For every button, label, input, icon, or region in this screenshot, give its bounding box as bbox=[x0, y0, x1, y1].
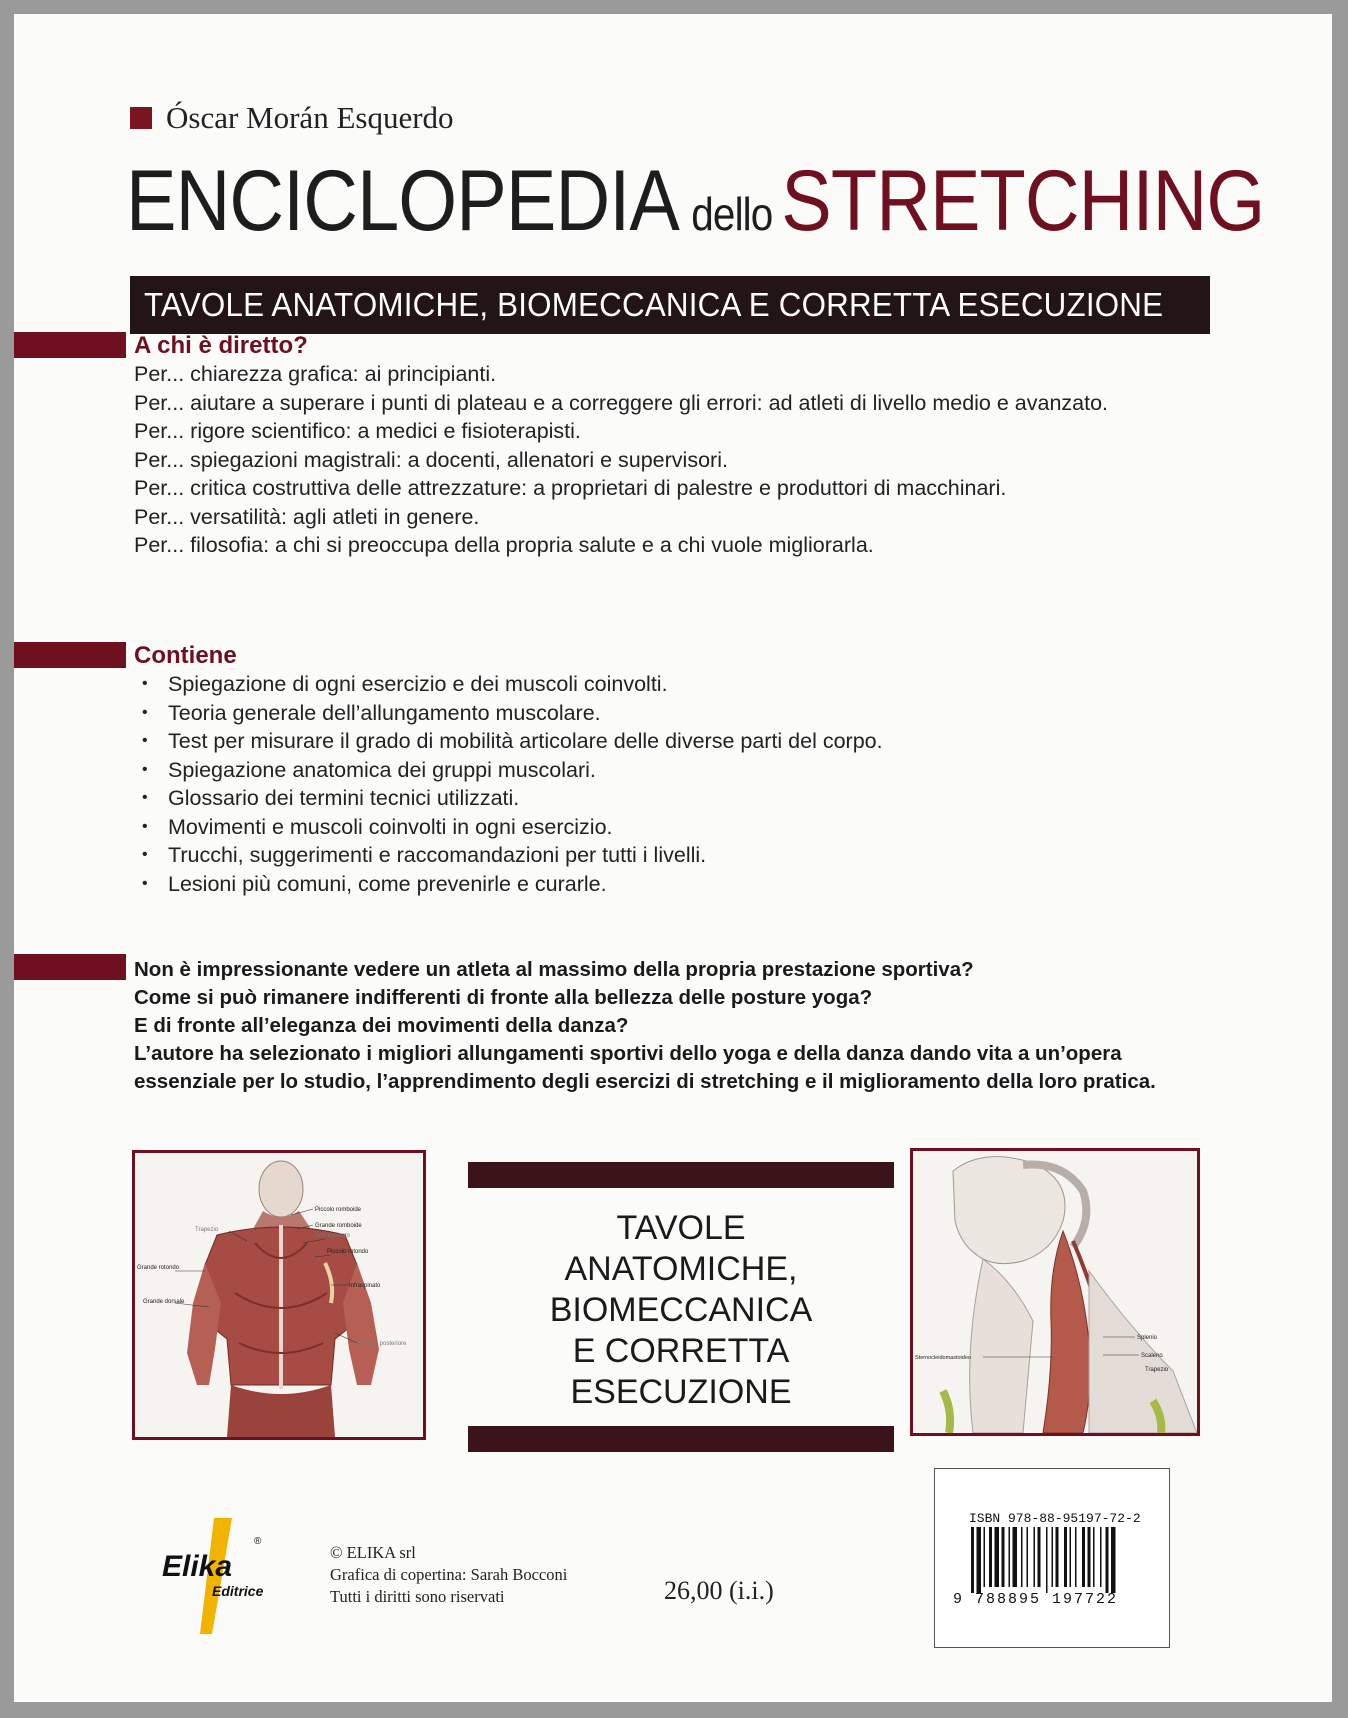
isbn-text: ISBN 978-88-95197-72-2 bbox=[969, 1511, 1141, 1526]
publisher-logo bbox=[156, 1514, 286, 1634]
plate-label: Piccolo rotondo bbox=[327, 1249, 369, 1255]
blurb-line: L’autore ha selezionato i migliori allungamenti sportivi dello yoga e della danza dando vita a un’opera bbox=[134, 1042, 1122, 1065]
blurb-line: essenziale per lo studio, l’apprendimento degli esercizi di stretching e il miglioramento della loro pratica. bbox=[134, 1070, 1156, 1093]
list-item: • Spiegazione di ogni esercizio e dei muscoli coinvolti. bbox=[134, 670, 883, 699]
center-text-line: BIOMECCANICA bbox=[549, 1291, 813, 1329]
list-item: • Trucchi, suggerimenti e raccomandazioni per tutti i livelli. bbox=[134, 841, 883, 870]
subtitle-bar bbox=[130, 276, 1210, 334]
barcode-bar bbox=[1093, 1527, 1095, 1587]
barcode-bar bbox=[1070, 1527, 1072, 1587]
section-marker-2 bbox=[14, 642, 126, 668]
barcode-bar bbox=[977, 1527, 982, 1593]
list-item: • Movimenti e muscoli coinvolti in ogni esercizio. bbox=[134, 813, 883, 842]
barcode-number: 9 788895 197722 bbox=[953, 1591, 1119, 1608]
center-bottom-bar bbox=[468, 1426, 894, 1452]
audience-line: Per... spiegazioni magistrali: a docenti, allenatori e supervisori. bbox=[134, 447, 728, 472]
list-item: • Teoria generale dell’allungamento muscolare. bbox=[134, 699, 883, 728]
barcode-bar bbox=[1106, 1527, 1109, 1593]
plate-label: Trapezio bbox=[1145, 1367, 1169, 1373]
audience-line: Per... critica costruttiva delle attrezzature: a proprietari di palestre e produttori di macchinari. bbox=[134, 476, 1007, 500]
barcode-bar bbox=[1082, 1527, 1085, 1587]
list-item: • Lesioni più comuni, come prevenirle e curarle. bbox=[134, 870, 883, 899]
center-text-line: TAVOLE bbox=[616, 1209, 746, 1247]
barcode-bar bbox=[1038, 1527, 1041, 1587]
plate-label: Grande dorsale bbox=[143, 1299, 185, 1305]
blurb-line: Non è impressionante vedere un atleta al massimo della propria prestazione sportiva? bbox=[134, 958, 974, 981]
logo-registered: ® bbox=[254, 1536, 262, 1547]
center-text-line: ANATOMICHE, bbox=[564, 1250, 798, 1288]
barcode-box bbox=[934, 1468, 1170, 1648]
barcode-bar bbox=[1064, 1527, 1067, 1587]
barcode-bar bbox=[1046, 1527, 1048, 1593]
list-item: • Spiegazione anatomica dei gruppi muscolari. bbox=[134, 756, 883, 785]
plate-label: Piccolo romboide bbox=[315, 1207, 362, 1213]
title-part-encyclopedia: ENCICLOPEDIA bbox=[126, 153, 679, 249]
plate-label: Infraspinato bbox=[349, 1283, 381, 1289]
center-text bbox=[468, 1208, 894, 1413]
barcode-bar bbox=[984, 1527, 986, 1587]
anatomy-plate-back bbox=[132, 1150, 426, 1440]
barcode-icon bbox=[935, 1469, 1169, 1647]
logo-sub: Editrice bbox=[212, 1583, 264, 1599]
section-marker-1 bbox=[14, 332, 126, 358]
barcode-bar bbox=[995, 1527, 1000, 1587]
barcode-bar bbox=[1013, 1527, 1018, 1587]
blurb-paragraph bbox=[134, 956, 1156, 1096]
book-title bbox=[126, 152, 1348, 251]
anatomy-plate-neck bbox=[910, 1148, 1200, 1436]
barcode-bar bbox=[1052, 1527, 1054, 1587]
barcode-bar bbox=[1027, 1527, 1029, 1587]
neck-muscles-illustration bbox=[913, 1151, 1197, 1433]
audience-line: Per... filosofia: a chi si preoccupa della propria salute e a chi vuole migliorarla. bbox=[134, 533, 874, 557]
plate-label: Trapezio bbox=[195, 1227, 219, 1233]
audience-list bbox=[134, 360, 1108, 560]
list-item: • Glossario dei termini tecnici utilizzati. bbox=[134, 784, 883, 813]
barcode-bar bbox=[1034, 1527, 1036, 1587]
plate-label: Grande romboide bbox=[315, 1223, 362, 1229]
credits bbox=[330, 1542, 567, 1608]
plate-label: Scaleno bbox=[1141, 1353, 1163, 1359]
audience-line: Per... rigore scientifico: a medici e fisioterapisti. bbox=[134, 419, 581, 443]
plate-label: Sternocleidomastoideo bbox=[915, 1355, 971, 1361]
audience-line: Per... aiutare a superare i punti di plateau e a correggere gli errori: ad atleti di livello medio e avanzato. bbox=[134, 390, 1109, 415]
barcode-bar bbox=[1100, 1527, 1102, 1587]
barcode-bar bbox=[1056, 1527, 1059, 1587]
plate-label: Splenio bbox=[1137, 1335, 1158, 1341]
center-info-block bbox=[468, 1162, 894, 1452]
plate-label: Dentato posteriore bbox=[357, 1341, 407, 1347]
section-title-contents: Contiene bbox=[134, 642, 237, 669]
plate-label: Grande rotondo bbox=[137, 1265, 180, 1271]
audience-line: Per... chiarezza grafica: ai principianti. bbox=[134, 362, 497, 386]
blurb-line: Come si può rimanere indifferenti di fronte alla bellezza delle posture yoga? bbox=[134, 986, 873, 1009]
audience-line: Per... versatilità: agli atleti in genere. bbox=[134, 504, 480, 529]
section-title-audience: A chi è diretto? bbox=[134, 332, 308, 359]
credit-line: Grafica di copertina: Sarah Bocconi bbox=[330, 1565, 568, 1584]
author-line bbox=[130, 100, 454, 136]
barcode-bar bbox=[1088, 1527, 1091, 1587]
blurb-line: E di fronte all’eleganza dei movimenti della danza? bbox=[134, 1014, 629, 1037]
center-text-line: E CORRETTA bbox=[572, 1332, 790, 1370]
barcode-bar bbox=[1075, 1527, 1077, 1587]
barcode-bar bbox=[1111, 1527, 1116, 1593]
title-part-stretching: STRETCHING bbox=[781, 153, 1265, 249]
barcode-bar bbox=[1009, 1527, 1011, 1587]
barcode-bar bbox=[1002, 1527, 1005, 1587]
elika-logo-icon bbox=[156, 1514, 286, 1634]
list-item: • Test per misurare il grado di mobilità articolare delle diverse parti del corpo. bbox=[134, 727, 883, 756]
author-name: Óscar Morán Esquerdo bbox=[166, 100, 454, 135]
center-top-bar bbox=[468, 1162, 894, 1188]
back-muscles-illustration bbox=[135, 1153, 423, 1437]
plate-label: Sovraspinato bbox=[315, 1233, 351, 1239]
book-back-cover bbox=[14, 14, 1332, 1702]
credit-line: © ELIKA srl bbox=[330, 1543, 416, 1562]
logo-name: Elika bbox=[162, 1550, 233, 1583]
contents-list bbox=[134, 670, 883, 898]
barcode-bar bbox=[989, 1527, 992, 1587]
barcode-bar bbox=[1021, 1527, 1023, 1587]
section-marker-3 bbox=[14, 954, 126, 980]
subtitle-text: TAVOLE ANATOMICHE, BIOMECCANICA E CORRETTA ESECUZIONE bbox=[144, 286, 1164, 323]
price: 26,00 (i.i.) bbox=[664, 1576, 774, 1605]
center-text-line: ESECUZIONE bbox=[570, 1373, 792, 1411]
author-square-icon bbox=[130, 107, 152, 129]
credit-line: Tutti i diritti sono riservati bbox=[330, 1587, 505, 1606]
barcode-bar bbox=[971, 1527, 974, 1593]
title-part-dello: dello bbox=[691, 188, 773, 240]
